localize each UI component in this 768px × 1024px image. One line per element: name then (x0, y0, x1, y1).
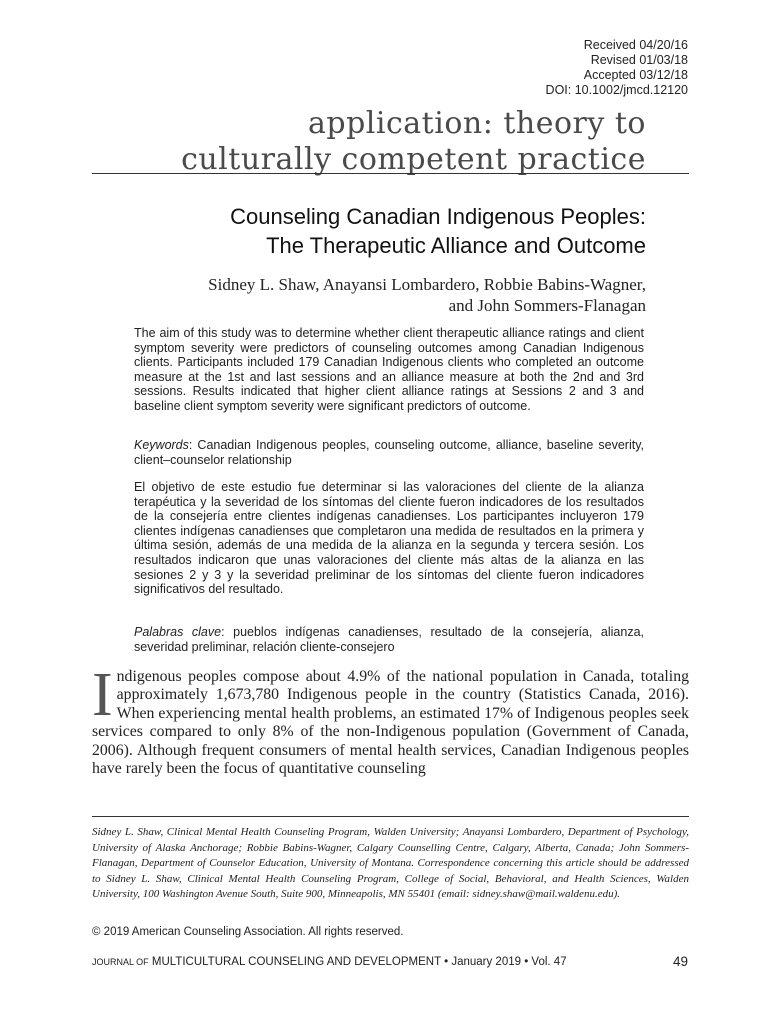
keywords-label: Keywords (134, 438, 189, 452)
author-note: Sidney L. Shaw, Clinical Mental Health Counseling Program, Walden University; Anayansi Lombardero, Department of Psychology, University of Alaska Anchorage; Robbie Babins-Wagner, Calgary Counselling Centre, Calgary, Alberta, Canada; John Sommers-Flanagan, Department of Counselor Education, University of Montana. Correspondence concerning this article should be addressed to Sidney L. Shaw, Clinical Mental Health Counseling Program, College of Social, Behavioral, and Health Sciences, Walden University, 100 Washington Avenue South, Suite 900, Minneapolis, MN 55401 (email: sidney.shaw@mail.waldenu.edu). (92, 826, 689, 900)
page-number: 49 (672, 954, 688, 969)
received-date: Received 04/20/16 (583, 38, 688, 52)
authors-line2: and John Sommers-Flanagan (448, 296, 646, 315)
journal-footer (92, 956, 567, 968)
section-divider (92, 173, 689, 174)
journal-name: MULTICULTURAL COUNSELING AND DEVELOPMENT • January 2019 • Vol. 47 (148, 956, 567, 968)
palabras-label: Palabras clave (134, 625, 222, 639)
abstract-spanish (134, 480, 644, 597)
journal-prefix: JOURNAL OF (92, 957, 149, 967)
body-paragraph (92, 661, 689, 778)
keywords (134, 438, 644, 467)
footnote-divider (92, 816, 689, 817)
palabras-clave (134, 625, 644, 654)
doi: DOI: 10.1002/jmcd.12120 (545, 83, 688, 97)
accepted-date: Accepted 03/12/18 (583, 68, 688, 82)
section-heading (181, 106, 646, 178)
abstract-english (134, 326, 644, 414)
abstract-english-text: The aim of this study was to determine whether client therapeutic alliance ratings and client symptom severity were predictors of counseling outcomes among Canadian Indigenous clients. Participants included 179 Canadian Indigenous clients who completed an outcome measure at the 1st and last sessions and an alliance measure at both the 2nd and 3rd sessions. Results indicated that higher client alliance ratings at Sessions 2 and 3 and baseline client symptom severity were significant predictors of outcome. (134, 326, 644, 413)
palabras-text: : pueblos indígenas canadienses, resultado de la consejería, alianza, severidad preliminar, relación cliente-consejero (134, 625, 644, 654)
body-paragraph-text: ndigenous peoples compose about 4.9% of the national population in Canada, totaling approximately 1,673,780 Indigenous people in the country (Statistics Canada, 2016). When experiencing mental health problems, an estimated 17% of Indigenous peoples seek services compared to only 8% of the non-Indigenous population (Government of Canada, 2006). Although frequent consumers of mental health services, Canadian Indigenous peoples have rarely been the focus of quantitative counseling (92, 668, 689, 778)
article-title (230, 202, 646, 260)
article-title-line1: Counseling Canadian Indigenous Peoples: (230, 204, 646, 229)
drop-cap: I (92, 661, 113, 729)
article-history (546, 38, 688, 98)
author-list (208, 274, 646, 316)
authors-line1: Sidney L. Shaw, Anayansi Lombardero, Robbie Babins-Wagner, (208, 275, 646, 294)
revised-date: Revised 01/03/18 (590, 53, 688, 67)
abstract-spanish-text: El objetivo de este estudio fue determinar si las valoraciones del cliente de la alianza terapéutica y la severidad de los síntomas del cliente fueron indicadores de los resultados de la consejería entre clientes indígenas canadienses. Los participantes incluyeron 179 clientes indígenas canadienses que completaron una medida de resultados en la primera y última sesión, además de una medida de la alianza en la segunda y tercera sesión. Los resultados indicaron que unas valoraciones del cliente más altas de la alianza en las sesiones 2 y 3 y la severidad preliminar de los síntomas del cliente fueron indicadores significativos del resultado. (134, 480, 644, 597)
article-title-line2: The Therapeutic Alliance and Outcome (266, 233, 646, 258)
section-heading-line1: application: theory to (308, 106, 646, 141)
section-heading-line2: culturally competent practice (181, 142, 646, 177)
copyright-notice: © 2019 American Counseling Association. All rights reserved. (92, 926, 404, 938)
keywords-text: : Canadian Indigenous peoples, counseling outcome, alliance, baseline severity, client–counselor relationship (134, 438, 644, 467)
